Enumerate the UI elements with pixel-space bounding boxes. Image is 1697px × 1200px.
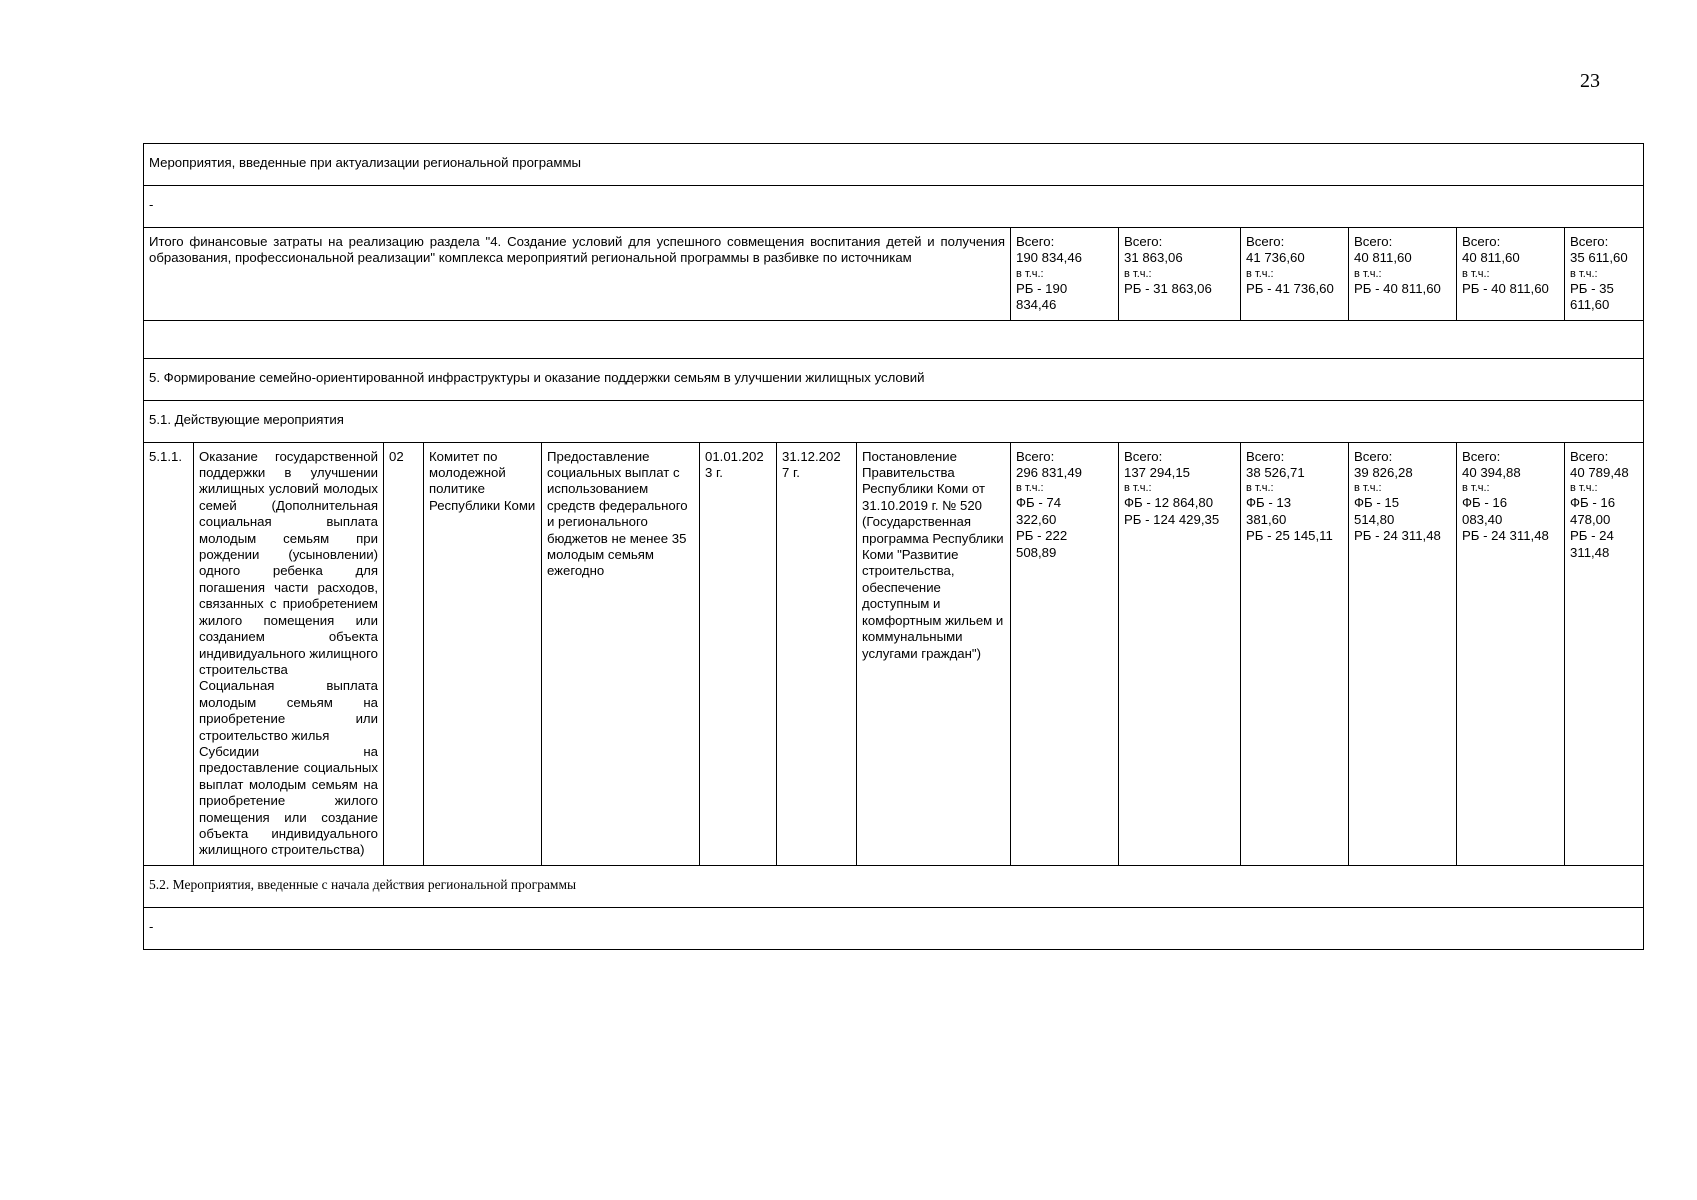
measure-start-date: [700, 442, 777, 865]
finance-total-label: Всего:: [1354, 234, 1393, 249]
finance-incl-label: в т.ч.:: [1124, 482, 1152, 495]
finance-incl-label: в т.ч.:: [1246, 267, 1274, 280]
finance-source-line: ФБ - 16: [1462, 495, 1508, 511]
finance-total-value: 41 736,60: [1246, 250, 1305, 266]
finance-source-line: 478,00: [1570, 511, 1611, 527]
finance-source-line: РБ - 222: [1016, 528, 1068, 544]
finance-source-line: 083,40: [1462, 511, 1503, 527]
finance-total-label: Всего:: [1570, 448, 1609, 464]
section4-added-dash: -: [144, 186, 1644, 228]
finance-total-label: Всего:: [1124, 448, 1163, 464]
finance-source-line: 611,60: [1570, 297, 1610, 313]
finance-source-line: ФБ - 12 864,80: [1124, 495, 1214, 511]
finance-total-label: Всего:: [1462, 234, 1501, 249]
measure-code: 02: [384, 442, 424, 865]
measure-finance-col-6: [1565, 442, 1644, 865]
finance-total-value: 40 394,88: [1462, 465, 1521, 481]
measure-row: [144, 442, 1644, 865]
finance-source-line: ФБ - 16: [1570, 495, 1616, 511]
finance-source-line: 381,60: [1246, 511, 1287, 527]
start-date-line-1: 01.01.202: [705, 448, 764, 464]
finance-incl-label: в т.ч.:: [1016, 482, 1044, 495]
measure-finance-col-1: [1011, 442, 1119, 865]
finance-source-line: 311,48: [1570, 544, 1610, 560]
finance-total-value: 39 826,28: [1354, 465, 1413, 481]
finance-total-label: Всего:: [1462, 448, 1501, 464]
finance-source-line: 514,80: [1354, 511, 1395, 527]
finance-total-value: 40 811,60: [1354, 250, 1412, 266]
total-finance-col-4: [1349, 228, 1457, 321]
finance-total-value: 40 789,48: [1570, 465, 1629, 481]
finance-incl-label: в т.ч.:: [1354, 267, 1382, 280]
finance-total-label: Всего:: [1016, 234, 1055, 249]
finance-source-line: РБ - 31 863,06: [1124, 280, 1212, 296]
finance-total-value: 31 863,06: [1124, 250, 1183, 266]
finance-total-label: Всего:: [1124, 234, 1163, 249]
page-number: 23: [1580, 70, 1600, 92]
total-finance-label: Итого финансовые затраты на реализацию раздела "4. Создание условий для успешного совмещения воспитания детей и получения образования, профессиональной реализации" комплекса мероприятий региональной программы в разбивке по источникам: [144, 228, 1011, 321]
finance-total-label: Всего:: [1246, 448, 1285, 464]
finance-incl-label: в т.ч.:: [1016, 267, 1044, 280]
start-date-line-2: 3 г.: [705, 465, 723, 481]
finance-source-line: РБ - 24 311,48: [1462, 528, 1549, 544]
finance-source-line: РБ - 24: [1570, 528, 1614, 544]
finance-total-value: 40 811,60: [1462, 250, 1520, 266]
measure-name-part-1: Оказание государственной поддержки в улучшении жилищных условий молодых семей (Дополнительная социальная выплата молодым семьям при рождении (усыновлении) одного ребенка для погашения части расходов, связанных с приобретением жилого помещения или созданием объекта индивидуального жилищного строительства: [199, 448, 378, 677]
section52-heading-row: [144, 865, 1644, 907]
finance-source-line: РБ - 25 145,11: [1246, 528, 1333, 544]
measure-name-part-3: Субсидии на предоставление социальных выплат молодым семьям на приобретение жилого помещения или создание объекта индивидуального жилищного строительства): [199, 743, 378, 858]
finance-total-value: 35 611,60: [1570, 250, 1628, 266]
finance-source-line: РБ - 190: [1016, 280, 1068, 296]
empty-cell: [144, 320, 1644, 358]
finance-total-value: 137 294,15: [1124, 465, 1191, 481]
finance-incl-label: в т.ч.:: [1462, 482, 1490, 495]
measure-number: 5.1.1.: [144, 442, 194, 865]
section5-heading-row: [144, 358, 1644, 400]
section4-added-heading: Мероприятия, введенные при актуализации региональной программы: [144, 144, 1644, 186]
end-date-line-2: 7 г.: [782, 465, 800, 481]
total-finance-col-5: [1457, 228, 1565, 321]
finance-incl-label: в т.ч.:: [1124, 267, 1152, 280]
measure-result: Предоставление социальных выплат с использованием средств федерального и регионального бюджетов не менее 35 молодым семьям ежегодно: [542, 442, 700, 865]
total-finance-col-1: [1011, 228, 1119, 321]
finance-total-label: Всего:: [1246, 234, 1285, 249]
measure-executor: Комитет по молодежной политике Республики Коми: [424, 442, 542, 865]
finance-source-line: РБ - 41 736,60: [1246, 280, 1334, 296]
finance-total-value: 296 831,49: [1016, 465, 1083, 481]
finance-source-line: 322,60: [1016, 511, 1057, 527]
section51-heading: 5.1. Действующие мероприятия: [144, 400, 1644, 442]
finance-incl-label: в т.ч.:: [1354, 482, 1382, 495]
finance-source-line: РБ - 124 429,35: [1124, 511, 1220, 527]
section52-dash: -: [144, 907, 1644, 949]
finance-source-line: ФБ - 15: [1354, 495, 1400, 511]
measure-finance-col-5: [1457, 442, 1565, 865]
measure-name-part-2: Социальная выплата молодым семьям на приобретение или строительство жилья: [199, 678, 378, 743]
total-finance-col-2: [1119, 228, 1241, 321]
section4-added-heading-row: [144, 144, 1644, 186]
finance-total-label: Всего:: [1354, 448, 1393, 464]
measure-name: [194, 442, 384, 865]
finance-source-line: РБ - 35: [1570, 280, 1614, 296]
end-date-line-1: 31.12.202: [782, 448, 841, 464]
measure-finance-col-2: [1119, 442, 1241, 865]
measure-end-date: [777, 442, 857, 865]
finance-incl-label: в т.ч.:: [1570, 267, 1598, 280]
finance-source-line: 834,46: [1016, 297, 1057, 313]
measures-table: [143, 143, 1644, 950]
finance-incl-label: в т.ч.:: [1570, 482, 1598, 495]
finance-incl-label: в т.ч.:: [1246, 482, 1274, 495]
section5-heading: 5. Формирование семейно-ориентированной инфраструктуры и оказание поддержки семьям в улучшении жилищных условий: [144, 358, 1644, 400]
total-finance-row: [144, 228, 1644, 321]
section52-heading: 5.2. Мероприятия, введенные с начала действия региональной программы: [144, 865, 1644, 907]
total-finance-col-3: [1241, 228, 1349, 321]
finance-incl-label: в т.ч.:: [1462, 267, 1490, 280]
finance-total-label: Всего:: [1016, 448, 1055, 464]
measure-finance-col-3: [1241, 442, 1349, 865]
section52-dash-row: [144, 907, 1644, 949]
measure-finance-col-4: [1349, 442, 1457, 865]
total-finance-col-6: [1565, 228, 1644, 321]
finance-source-line: РБ - 40 811,60: [1354, 280, 1441, 296]
finance-total-value: 38 526,71: [1246, 465, 1305, 481]
section51-heading-row: [144, 400, 1644, 442]
finance-source-line: 508,89: [1016, 544, 1057, 560]
finance-source-line: РБ - 40 811,60: [1462, 280, 1549, 296]
finance-total-value: 190 834,46: [1016, 250, 1083, 266]
finance-total-label: Всего:: [1570, 234, 1609, 249]
finance-source-line: РБ - 24 311,48: [1354, 528, 1441, 544]
section4-added-dash-row: [144, 186, 1644, 228]
finance-source-line: ФБ - 13: [1246, 495, 1292, 511]
empty-row: [144, 320, 1644, 358]
finance-source-line: ФБ - 74: [1016, 495, 1062, 511]
measure-document: Постановление Правительства Республики Коми от 31.10.2019 г. № 520 (Государственная программа Республики Коми "Развитие строительства, обеспечение доступным и комфортным жильем и коммунальными услугами граждан"): [857, 442, 1011, 865]
